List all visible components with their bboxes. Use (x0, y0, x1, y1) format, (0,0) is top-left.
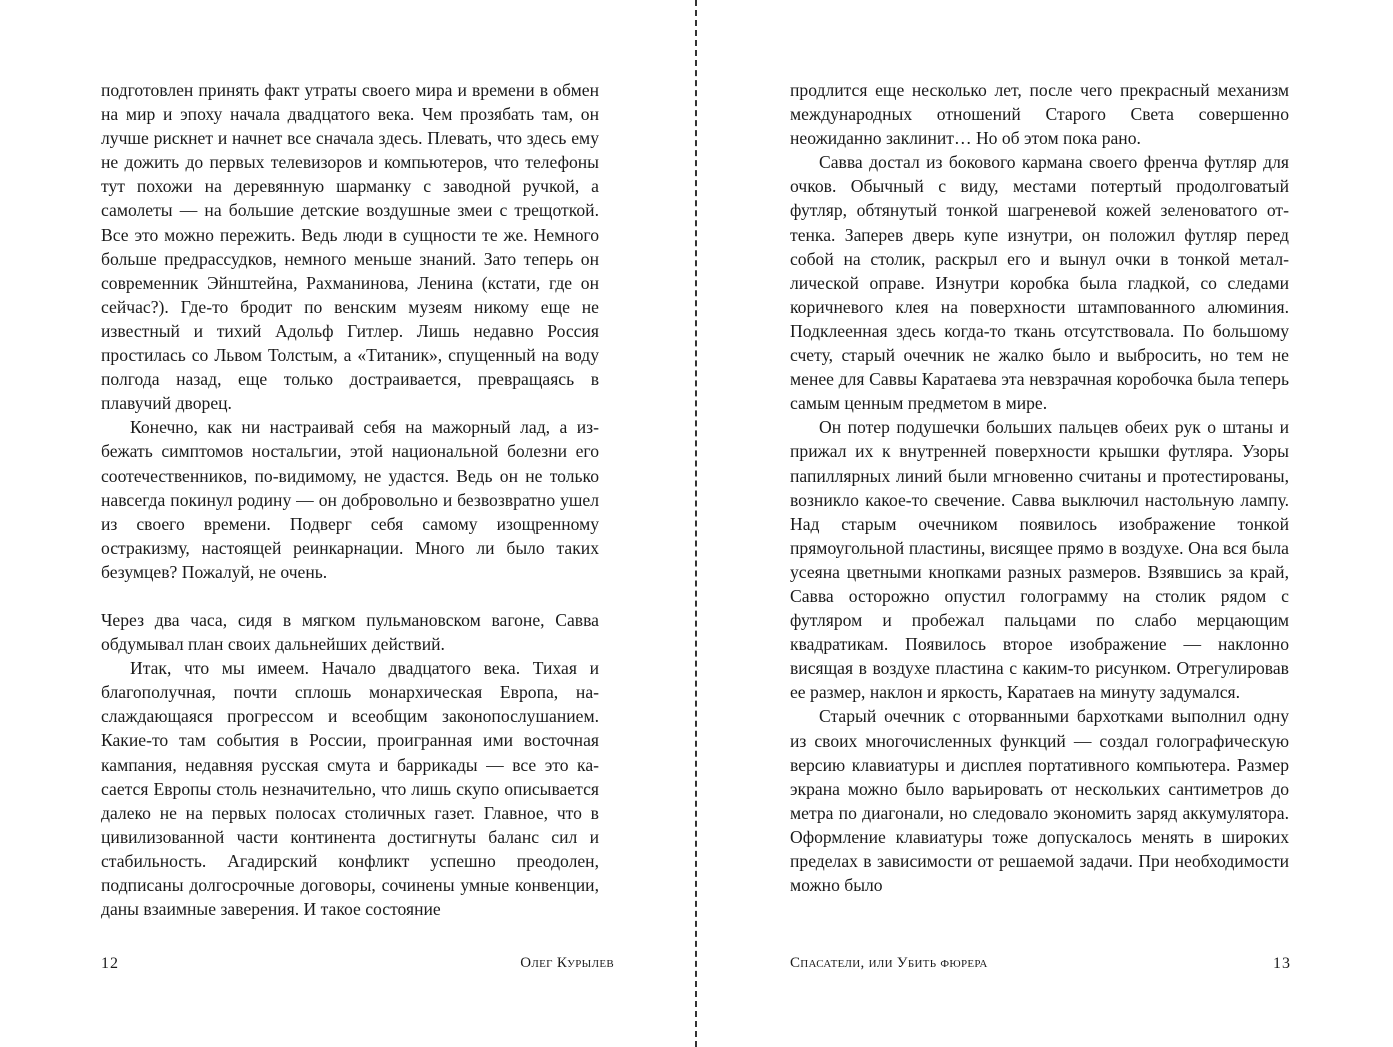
right-page-text (790, 78, 1289, 897)
paragraph: Старый очечник с оторванными бархотками выполнил одну из своих многочисленных функций — создал голографическую версию клавиатуры и дисплея портативного компьютера. Размер экрана можно было варьировать от нескольких сантиметров до метра по диагонали, но следовало экономить заряд аккумулятора. Оформление клавиатуры тоже допускалось менять в широких пределах в зависимости от решаемой задачи. При необходимости можно было (790, 706, 1289, 896)
page-number: 12 (101, 955, 119, 972)
paragraph: подготовлен принять факт утраты своего мира и времени в обмен на мир и эпоху начала двадцатого века. Чем прозябать там, он лучше рискнет и начнет все сначала здесь. Плевать, что здесь ему не дожить до первых телевизоров и компьютеров, что телефоны тут похожи на деревянную шарманку с заводной ручкой, а самолеты — на большие детские воздушные змеи с трещоткой. Все это можно пережить. Ведь люди в сущности те же. Немного больше предрассудков, немного меньше знаний. Зато теперь он современник Эйнштейна, Рахманинова, Ленина (кстати, где он сейчас?). Где-то бродит по венским музеям никому еще не известный и тихий Адольф Гитлер. Лишь недавно Россия простилась со Львом Толстым, а «Титаник», спущенный на воду полгода назад, еще только достраивается, превращаясь в плавучий дворец. (101, 80, 599, 414)
left-page-text (101, 78, 599, 921)
right-page (697, 0, 1393, 1047)
paragraph: Он потер подушечки больших пальцев обеих рук о штаны и прижал их к внутренней поверхности крышки футляра. Узоры папиллярных линий были мгновенно считаны и протестированы, возникло какое-то свечение. Савва выключил настольную лампу. Над старым очечником появилось изображение тонкой прямоугольной пластины, висящее прямо в воздухе. Она вся была усеяна цветными кнопками разных размеров. Взявшись за край, Савва осторожно опустил голограмму на столик рядом с футляром и пробежал пальцами по слабо мерцающим квадратикам. Появилось второе изображение — наклонно висящая в воздухе пластина с каким-то рисунком. Отрегулировав ее размер, наклон и яркость, Каратаев на минуту задумался. (790, 417, 1289, 703)
paragraph: продлится еще несколько лет, после чего прекрасный механизм международных отношений Старого Света совершенно неожиданно заклинит… Но об этом пока рано. (790, 80, 1289, 149)
paragraph: Через два часа, сидя в мягком пульмановском вагоне, Савва обдумывал план своих дальнейших действий. (101, 609, 599, 655)
paragraph: Савва достал из бокового кармана своего френча футляр для очков. Обычный с виду, местами потертый продолговатый футляр, обтянутый тонкой шагреневой кожей зеленоватого оттенка. Заперев дверь купе изнутри, он положил футляр перед собой на столик, раскрыл его и вынул очки в тонкой металлической оправе. Изнутри коробка была гладкой, со следами коричневого клея на поверхности штампованного алюминия. Подклеенная здесь когда-то ткань отсутствовала. По большому счету, старый очечник не жалко было и выбросить, но тем не менее для Саввы Каратаева эта невзрачная коробочка была теперь самым ценным предметом в мире. (790, 152, 1289, 414)
running-head-author: Олег Курылев (520, 955, 614, 971)
running-head-title: Спасатели, или Убить фюрера (790, 955, 988, 971)
paragraph: Конечно, как ни настраивай себя на мажорный лад, а избежать симптомов ностальгии, этой национальной болезни его соотечественников, по-видимому, не удастся. Ведь он не только навсегда покинул родину — он добровольно и безвозвратно ушел из своего времени. Подверг себя самому изощренному остракизму, настоящей реинкарнации. Много ли было таких безумцев? Пожалуй, не очень. (101, 417, 599, 582)
page-number: 13 (1273, 955, 1291, 972)
left-page (0, 0, 696, 1047)
paragraph: Итак, что мы имеем. Начало двадцатого века. Тихая и благополучная, почти сплошь монархическая Европа, наслаждающаяся прогрессом и всеобщим законопослушанием. Какие-то там события в России, проигранная ими восточная кампания, недавняя русская смута и баррикады — все это касается Европы столь незначительно, что лишь скупо описывается далеко не на первых полосах столичных газет. Главное, что в цивилизованной части континента достигнуты баланс сил и стабильность. Агадирский конфликт успешно преодолен, подписаны долгосрочные договоры, сочинены умные конвенции, даны взаимные заверения. И такое состояние (101, 658, 599, 920)
